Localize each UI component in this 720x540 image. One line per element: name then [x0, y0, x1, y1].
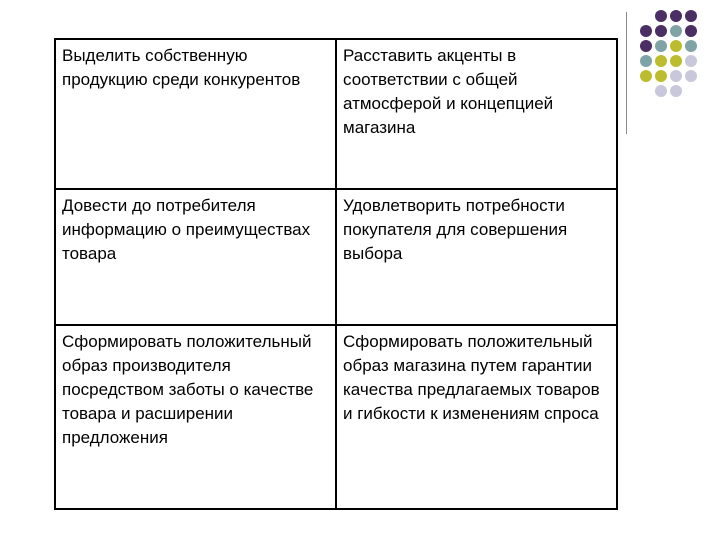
- decorative-dot: [640, 70, 652, 82]
- decorative-dot: [655, 25, 667, 37]
- table-row: [55, 325, 617, 509]
- table-cell-right: Удовлетворить потребности покупателя для совершения выбора: [336, 189, 617, 325]
- decorative-dot: [655, 10, 667, 22]
- decorative-dot: [670, 55, 682, 67]
- decorative-dot: [640, 25, 652, 37]
- decorative-dot: [655, 85, 667, 97]
- decorative-dot: [640, 55, 652, 67]
- decorative-dot: [685, 55, 697, 67]
- content-table: [54, 38, 618, 510]
- table-cell-left: Сформировать положительный образ производителя посредством заботы о качестве товара и расширении предложения: [55, 325, 336, 509]
- table-cell-left: Довести до потребителя информацию о преимуществах товара: [55, 189, 336, 325]
- decorative-dot: [670, 10, 682, 22]
- decorative-dot: [655, 40, 667, 52]
- decorative-dot: [670, 70, 682, 82]
- table-row: [55, 39, 617, 189]
- decorative-dot: [655, 70, 667, 82]
- decorative-dot: [670, 85, 682, 97]
- decorative-dot: [685, 70, 697, 82]
- table-cell-right: Сформировать положительный образ магазина путем гарантии качества предлагаемых товаров и гибкости к изменениям спроса: [336, 325, 617, 509]
- decorative-dot: [685, 10, 697, 22]
- decorative-dot: [670, 40, 682, 52]
- decorative-dot: [670, 25, 682, 37]
- decorative-vertical-line: [626, 12, 627, 134]
- table-row: [55, 189, 617, 325]
- decorative-dot: [685, 40, 697, 52]
- decorative-dot: [640, 40, 652, 52]
- table-cell-right: Расставить акценты в соответствии с общей атмосферой и концепцией магазина: [336, 39, 617, 189]
- decorative-dot: [685, 25, 697, 37]
- table-cell-left: Выделить собственную продукцию среди конкурентов: [55, 39, 336, 189]
- decorative-dot: [655, 55, 667, 67]
